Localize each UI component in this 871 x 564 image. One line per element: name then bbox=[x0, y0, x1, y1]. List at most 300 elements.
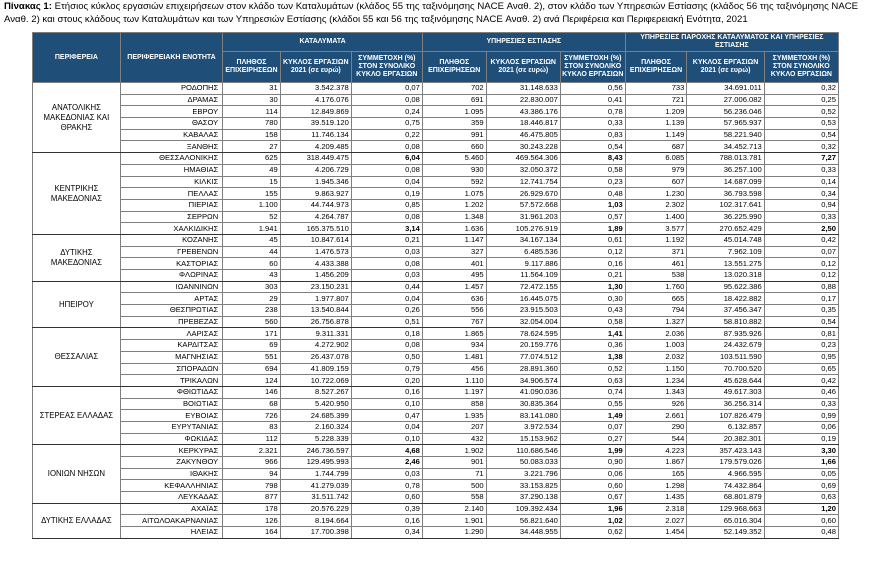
value-cell: 103.511.590 bbox=[687, 351, 764, 363]
value-cell: 0,07 bbox=[560, 421, 625, 433]
value-cell: 0,35 bbox=[764, 305, 838, 317]
value-cell: 1.901 bbox=[422, 515, 486, 527]
value-cell: 327 bbox=[422, 246, 486, 258]
value-cell: 26.437.078 bbox=[280, 351, 351, 363]
value-cell: 10.722.069 bbox=[280, 375, 351, 387]
unit-cell: ΘΑΣΟΥ bbox=[120, 118, 222, 130]
value-cell: 0,20 bbox=[351, 375, 422, 387]
data-table bbox=[32, 32, 839, 539]
value-cell: 13.551.275 bbox=[687, 258, 764, 270]
value-cell: 36.793.598 bbox=[687, 188, 764, 200]
value-cell: 87.935.926 bbox=[687, 328, 764, 340]
unit-cell: ΜΑΓΝΗΣΙΑΣ bbox=[120, 351, 222, 363]
value-cell: 721 bbox=[625, 94, 687, 106]
value-cell: 1.867 bbox=[625, 457, 687, 469]
value-cell: 32.054.004 bbox=[486, 316, 560, 328]
value-cell: 3.972.534 bbox=[486, 421, 560, 433]
table-row bbox=[33, 410, 839, 422]
value-cell: 1.941 bbox=[223, 223, 280, 235]
value-cell: 538 bbox=[625, 270, 687, 282]
value-cell: 34.448.955 bbox=[486, 527, 560, 539]
value-cell: 1.457 bbox=[422, 281, 486, 293]
value-cell: 1,03 bbox=[560, 199, 625, 211]
value-cell: 14.687.099 bbox=[687, 176, 764, 188]
value-cell: 30 bbox=[223, 94, 280, 106]
value-cell: 56.821.640 bbox=[486, 515, 560, 527]
value-cell: 0,12 bbox=[764, 270, 838, 282]
table-row bbox=[33, 386, 839, 398]
value-cell: 0,24 bbox=[351, 106, 422, 118]
value-cell: 107.826.479 bbox=[687, 410, 764, 422]
value-cell: 0,19 bbox=[351, 188, 422, 200]
value-cell: 702 bbox=[422, 83, 486, 95]
value-cell: 1,99 bbox=[560, 445, 625, 457]
value-cell: 687 bbox=[625, 141, 687, 153]
unit-cell: ΙΘΑΚΗΣ bbox=[120, 468, 222, 480]
value-cell: 17.700.398 bbox=[280, 527, 351, 539]
value-cell: 0,08 bbox=[351, 164, 422, 176]
value-cell: 0,88 bbox=[764, 281, 838, 293]
table-row bbox=[33, 340, 839, 352]
value-cell: 78.624.595 bbox=[486, 328, 560, 340]
value-cell: 798 bbox=[223, 480, 280, 492]
value-cell: 0,56 bbox=[560, 83, 625, 95]
value-cell: 0,32 bbox=[764, 83, 838, 95]
value-cell: 26.929.670 bbox=[486, 188, 560, 200]
unit-cell: ΚΑΡΔΙΤΣΑΣ bbox=[120, 340, 222, 352]
value-cell: 4.433.388 bbox=[280, 258, 351, 270]
region-cell: ΣΤΕΡΕΑΣ ΕΛΛΑΔΑΣ bbox=[33, 386, 121, 444]
table-row bbox=[33, 433, 839, 445]
value-cell: 12.741.754 bbox=[486, 176, 560, 188]
value-cell: 0,26 bbox=[351, 305, 422, 317]
table-row bbox=[33, 94, 839, 106]
value-cell: 0,21 bbox=[560, 270, 625, 282]
unit-cell: ΓΡΕΒΕΝΩΝ bbox=[120, 246, 222, 258]
value-cell: 50.083.033 bbox=[486, 457, 560, 469]
table-row bbox=[33, 118, 839, 130]
value-cell: 5.460 bbox=[422, 153, 486, 165]
region-cell: ΘΕΣΣΑΛΙΑΣ bbox=[33, 328, 121, 386]
value-cell: 1,02 bbox=[560, 515, 625, 527]
value-cell: 432 bbox=[422, 433, 486, 445]
value-cell: 11.746.134 bbox=[280, 129, 351, 141]
value-cell: 0,08 bbox=[351, 340, 422, 352]
value-cell: 0,78 bbox=[351, 480, 422, 492]
value-cell: 1.476.573 bbox=[280, 246, 351, 258]
value-cell: 146 bbox=[223, 386, 280, 398]
table-row bbox=[33, 398, 839, 410]
subheader-0-2: ΣΥΜΜΕΤΟΧΗ (%) ΣΤΟΝ ΣΥΝΟΛΙΚΟ ΚΥΚΛΟ ΕΡΓΑΣΙΩΝ bbox=[351, 52, 422, 83]
value-cell: 0,67 bbox=[560, 492, 625, 504]
unit-cell: ΦΘΙΩΤΙΔΑΣ bbox=[120, 386, 222, 398]
unit-cell: ΘΕΣΣΑΛΟΝΙΚΗΣ bbox=[120, 153, 222, 165]
value-cell: 1,20 bbox=[764, 503, 838, 515]
value-cell: 1.192 bbox=[625, 234, 687, 246]
value-cell: 20.576.229 bbox=[280, 503, 351, 515]
value-cell: 0,48 bbox=[560, 188, 625, 200]
value-cell: 77.074.512 bbox=[486, 351, 560, 363]
region-cell: ΗΠΕΙΡΟΥ bbox=[33, 281, 121, 328]
value-cell: 0,36 bbox=[560, 340, 625, 352]
value-cell: 551 bbox=[223, 351, 280, 363]
unit-cell: ΙΩΑΝΝΙΝΩΝ bbox=[120, 281, 222, 293]
value-cell: 31.148.633 bbox=[486, 83, 560, 95]
value-cell: 966 bbox=[223, 457, 280, 469]
value-cell: 660 bbox=[422, 141, 486, 153]
value-cell: 0,08 bbox=[351, 211, 422, 223]
value-cell: 171 bbox=[223, 328, 280, 340]
value-cell: 49 bbox=[223, 164, 280, 176]
value-cell: 991 bbox=[422, 129, 486, 141]
value-cell: 1.435 bbox=[625, 492, 687, 504]
value-cell: 34.452.713 bbox=[687, 141, 764, 153]
value-cell: 0,25 bbox=[764, 94, 838, 106]
value-cell: 1.075 bbox=[422, 188, 486, 200]
table-row bbox=[33, 445, 839, 457]
caption-text: Ετήσιος κύκλος εργασιών επιχειρήσεων στον κλάδο των Καταλυμάτων (κλάδος 55 της ταξινόμησης NACE Αναθ. 2), στον κλάδο των Υπηρεσιών Εστίασης (κλάδος 56 της ταξινόμησης NACE Αναθ. 2) και στους κλάδους των Καταλυμάτων και των Υπηρεσιών Εστίασης (κλάδοι 55 και 56 της ταξινόμησης NACE Αναθ. 2) ανά Περιφέρεια και Περιφερειακή Ενότητα, 2021 bbox=[4, 1, 859, 25]
value-cell: 0,10 bbox=[351, 433, 422, 445]
value-cell: 0,95 bbox=[764, 351, 838, 363]
value-cell: 95.622.386 bbox=[687, 281, 764, 293]
value-cell: 10.847.614 bbox=[280, 234, 351, 246]
value-cell: 18.446.817 bbox=[486, 118, 560, 130]
value-cell: 83 bbox=[223, 421, 280, 433]
value-cell: 4.209.485 bbox=[280, 141, 351, 153]
value-cell: 34.167.134 bbox=[486, 234, 560, 246]
value-cell: 2.160.324 bbox=[280, 421, 351, 433]
value-cell: 30.835.364 bbox=[486, 398, 560, 410]
value-cell: 0,61 bbox=[560, 234, 625, 246]
value-cell: 2,46 bbox=[351, 457, 422, 469]
value-cell: 0,52 bbox=[560, 363, 625, 375]
value-cell: 22.830.007 bbox=[486, 94, 560, 106]
table-row bbox=[33, 305, 839, 317]
value-cell: 0,33 bbox=[764, 164, 838, 176]
table-row bbox=[33, 281, 839, 293]
unit-cell: ΠΡΕΒΕΖΑΣ bbox=[120, 316, 222, 328]
value-cell: 68.801.879 bbox=[687, 492, 764, 504]
value-cell: 4.206.729 bbox=[280, 164, 351, 176]
value-cell: 0,65 bbox=[764, 363, 838, 375]
value-cell: 23.915.503 bbox=[486, 305, 560, 317]
value-cell: 1,41 bbox=[560, 328, 625, 340]
value-cell: 6.485.536 bbox=[486, 246, 560, 258]
value-cell: 1.865 bbox=[422, 328, 486, 340]
unit-cell: ΕΒΡΟΥ bbox=[120, 106, 222, 118]
unit-cell: ΗΛΕΙΑΣ bbox=[120, 527, 222, 539]
value-cell: 114 bbox=[223, 106, 280, 118]
value-cell: 1.935 bbox=[422, 410, 486, 422]
value-cell: 2.036 bbox=[625, 328, 687, 340]
value-cell: 15 bbox=[223, 176, 280, 188]
unit-cell: ΣΠΟΡΑΔΩΝ bbox=[120, 363, 222, 375]
value-cell: 69 bbox=[223, 340, 280, 352]
subheader-1-1: ΚΥΚΛΟΣ ΕΡΓΑΣΙΩΝ 2021 (σε ευρώ) bbox=[486, 52, 560, 83]
table-row bbox=[33, 527, 839, 539]
value-cell: 0,17 bbox=[764, 293, 838, 305]
value-cell: 31 bbox=[223, 83, 280, 95]
value-cell: 500 bbox=[422, 480, 486, 492]
value-cell: 1,30 bbox=[560, 281, 625, 293]
subheader-0-1: ΚΥΚΛΟΣ ΕΡΓΑΣΙΩΝ 2021 (σε ευρώ) bbox=[280, 52, 351, 83]
value-cell: 44 bbox=[223, 246, 280, 258]
value-cell: 1.902 bbox=[422, 445, 486, 457]
value-cell: 1.290 bbox=[422, 527, 486, 539]
table-row bbox=[33, 270, 839, 282]
table-row bbox=[33, 328, 839, 340]
value-cell: 20.159.776 bbox=[486, 340, 560, 352]
table-row bbox=[33, 351, 839, 363]
value-cell: 1,49 bbox=[560, 410, 625, 422]
value-cell: 0,16 bbox=[560, 258, 625, 270]
table-row bbox=[33, 141, 839, 153]
value-cell: 4.272.902 bbox=[280, 340, 351, 352]
value-cell: 0,34 bbox=[764, 188, 838, 200]
value-cell: 1.400 bbox=[625, 211, 687, 223]
value-cell: 45.014.748 bbox=[687, 234, 764, 246]
value-cell: 4.966.595 bbox=[687, 468, 764, 480]
value-cell: 0,34 bbox=[351, 527, 422, 539]
value-cell: 5.420.950 bbox=[280, 398, 351, 410]
value-cell: 0,46 bbox=[764, 386, 838, 398]
value-cell: 1,66 bbox=[764, 457, 838, 469]
unit-cell: ΦΩΚΙΔΑΣ bbox=[120, 433, 222, 445]
value-cell: 24.432.679 bbox=[687, 340, 764, 352]
value-cell: 1.298 bbox=[625, 480, 687, 492]
value-cell: 1.945.346 bbox=[280, 176, 351, 188]
value-cell: 934 bbox=[422, 340, 486, 352]
value-cell: 13.020.318 bbox=[687, 270, 764, 282]
value-cell: 788.013.781 bbox=[687, 153, 764, 165]
value-cell: 1.327 bbox=[625, 316, 687, 328]
value-cell: 178 bbox=[223, 503, 280, 515]
value-cell: 71 bbox=[422, 468, 486, 480]
value-cell: 33.153.825 bbox=[486, 480, 560, 492]
value-cell: 6,04 bbox=[351, 153, 422, 165]
subheader-1-0: ΠΛΗΘΟΣ ΕΠΙΧΕΙΡΗΣΕΩΝ bbox=[422, 52, 486, 83]
value-cell: 16.445.075 bbox=[486, 293, 560, 305]
unit-cell: ΚΕΡΚΥΡΑΣ bbox=[120, 445, 222, 457]
value-cell: 0,58 bbox=[560, 316, 625, 328]
table-row bbox=[33, 83, 839, 95]
unit-cell: ΚΟΖΑΝΗΣ bbox=[120, 234, 222, 246]
table-row bbox=[33, 515, 839, 527]
value-cell: 12.849.869 bbox=[280, 106, 351, 118]
value-cell: 0,54 bbox=[764, 129, 838, 141]
value-cell: 36.257.100 bbox=[687, 164, 764, 176]
subheader-2-1: ΚΥΚΛΟΣ ΕΡΓΑΣΙΩΝ 2021 (σε ευρώ) bbox=[687, 52, 764, 83]
value-cell: 0,94 bbox=[764, 199, 838, 211]
value-cell: 6.085 bbox=[625, 153, 687, 165]
value-cell: 303 bbox=[223, 281, 280, 293]
value-cell: 68 bbox=[223, 398, 280, 410]
value-cell: 726 bbox=[223, 410, 280, 422]
value-cell: 112 bbox=[223, 433, 280, 445]
value-cell: 558 bbox=[422, 492, 486, 504]
value-cell: 27.006.082 bbox=[687, 94, 764, 106]
value-cell: 1,38 bbox=[560, 351, 625, 363]
value-cell: 94 bbox=[223, 468, 280, 480]
value-cell: 636 bbox=[422, 293, 486, 305]
value-cell: 57.965.937 bbox=[687, 118, 764, 130]
value-cell: 1.209 bbox=[625, 106, 687, 118]
unit-cell: ΘΕΣΠΡΩΤΙΑΣ bbox=[120, 305, 222, 317]
value-cell: 290 bbox=[625, 421, 687, 433]
value-cell: 1.636 bbox=[422, 223, 486, 235]
value-cell: 0,32 bbox=[764, 141, 838, 153]
subheader-0-0: ΠΛΗΘΟΣ ΕΠΙΧΕΙΡΗΣΕΩΝ bbox=[223, 52, 280, 83]
unit-cell: ΗΜΑΘΙΑΣ bbox=[120, 164, 222, 176]
value-cell: 0,07 bbox=[351, 83, 422, 95]
value-cell: 979 bbox=[625, 164, 687, 176]
value-cell: 0,83 bbox=[560, 129, 625, 141]
value-cell: 37.290.138 bbox=[486, 492, 560, 504]
value-cell: 158 bbox=[223, 129, 280, 141]
value-cell: 31.511.742 bbox=[280, 492, 351, 504]
region-cell: ΔΥΤΙΚΗΣ ΕΛΛΑΔΑΣ bbox=[33, 503, 121, 538]
value-cell: 665 bbox=[625, 293, 687, 305]
value-cell: 0,60 bbox=[351, 492, 422, 504]
header-group-accommodation: ΚΑΤΑΛΥΜΑΤΑ bbox=[223, 33, 423, 52]
value-cell: 45 bbox=[223, 234, 280, 246]
value-cell: 58.221.940 bbox=[687, 129, 764, 141]
table-row bbox=[33, 258, 839, 270]
value-cell: 0,08 bbox=[351, 94, 422, 106]
value-cell: 15.153.962 bbox=[486, 433, 560, 445]
unit-cell: ΚΙΛΚΙΣ bbox=[120, 176, 222, 188]
value-cell: 60 bbox=[223, 258, 280, 270]
value-cell: 0,10 bbox=[351, 398, 422, 410]
value-cell: 0,60 bbox=[764, 515, 838, 527]
value-cell: 83.141.080 bbox=[486, 410, 560, 422]
value-cell: 1.456.209 bbox=[280, 270, 351, 282]
value-cell: 126 bbox=[223, 515, 280, 527]
value-cell: 3.221.796 bbox=[486, 468, 560, 480]
value-cell: 238 bbox=[223, 305, 280, 317]
table-caption bbox=[4, 1, 869, 26]
region-cell: ΔΥΤΙΚΗΣ ΜΑΚΕΔΟΝΙΑΣ bbox=[33, 234, 121, 281]
value-cell: 13.540.844 bbox=[280, 305, 351, 317]
value-cell: 1.454 bbox=[625, 527, 687, 539]
value-cell: 36.256.314 bbox=[687, 398, 764, 410]
value-cell: 52 bbox=[223, 211, 280, 223]
unit-cell: ΕΥΒΟΙΑΣ bbox=[120, 410, 222, 422]
value-cell: 8.194.664 bbox=[280, 515, 351, 527]
value-cell: 31.961.203 bbox=[486, 211, 560, 223]
value-cell: 0,69 bbox=[764, 480, 838, 492]
table-row bbox=[33, 421, 839, 433]
table-row bbox=[33, 468, 839, 480]
value-cell: 1,96 bbox=[560, 503, 625, 515]
value-cell: 36.225.990 bbox=[687, 211, 764, 223]
value-cell: 34.691.011 bbox=[687, 83, 764, 95]
value-cell: 0,74 bbox=[560, 386, 625, 398]
value-cell: 58.810.882 bbox=[687, 316, 764, 328]
value-cell: 41.809.159 bbox=[280, 363, 351, 375]
value-cell: 165 bbox=[625, 468, 687, 480]
value-cell: 29 bbox=[223, 293, 280, 305]
value-cell: 1.744.799 bbox=[280, 468, 351, 480]
value-cell: 0,42 bbox=[764, 234, 838, 246]
value-cell: 105.276.919 bbox=[486, 223, 560, 235]
value-cell: 495 bbox=[422, 270, 486, 282]
value-cell: 39.519.120 bbox=[280, 118, 351, 130]
value-cell: 165.375.510 bbox=[280, 223, 351, 235]
value-cell: 43.386.176 bbox=[486, 106, 560, 118]
value-cell: 2.318 bbox=[625, 503, 687, 515]
value-cell: 9.863.927 bbox=[280, 188, 351, 200]
value-cell: 0,08 bbox=[351, 141, 422, 153]
value-cell: 694 bbox=[223, 363, 280, 375]
unit-cell: ΛΕΥΚΑΔΑΣ bbox=[120, 492, 222, 504]
unit-cell: ΑΡΤΑΣ bbox=[120, 293, 222, 305]
value-cell: 0,41 bbox=[560, 94, 625, 106]
value-cell: 0,04 bbox=[351, 176, 422, 188]
value-cell: 0,60 bbox=[560, 480, 625, 492]
unit-cell: ΡΟΔΟΠΗΣ bbox=[120, 83, 222, 95]
value-cell: 926 bbox=[625, 398, 687, 410]
table-row bbox=[33, 457, 839, 469]
value-cell: 0,99 bbox=[764, 410, 838, 422]
table-row bbox=[33, 223, 839, 235]
value-cell: 0,33 bbox=[764, 211, 838, 223]
value-cell: 32.050.372 bbox=[486, 164, 560, 176]
value-cell: 357.423.143 bbox=[687, 445, 764, 457]
value-cell: 0,42 bbox=[764, 375, 838, 387]
value-cell: 179.579.026 bbox=[687, 457, 764, 469]
value-cell: 767 bbox=[422, 316, 486, 328]
unit-cell: ΖΑΚΥΝΘΟΥ bbox=[120, 457, 222, 469]
value-cell: 1.343 bbox=[625, 386, 687, 398]
value-cell: 102.317.641 bbox=[687, 199, 764, 211]
value-cell: 0,21 bbox=[351, 234, 422, 246]
value-cell: 41.279.039 bbox=[280, 480, 351, 492]
value-cell: 1.760 bbox=[625, 281, 687, 293]
region-cell: ΙΟΝΙΩΝ ΝΗΣΩΝ bbox=[33, 445, 121, 503]
value-cell: 155 bbox=[223, 188, 280, 200]
value-cell: 26.756.878 bbox=[280, 316, 351, 328]
header-group-food: ΥΠΗΡΕΣΙΕΣ ΕΣΤΙΑΣΗΣ bbox=[422, 33, 625, 52]
value-cell: 4.223 bbox=[625, 445, 687, 457]
value-cell: 56.236.046 bbox=[687, 106, 764, 118]
value-cell: 0,07 bbox=[764, 246, 838, 258]
value-cell: 7,27 bbox=[764, 153, 838, 165]
table-row bbox=[33, 188, 839, 200]
value-cell: 4.264.787 bbox=[280, 211, 351, 223]
value-cell: 52.149.352 bbox=[687, 527, 764, 539]
value-cell: 1.348 bbox=[422, 211, 486, 223]
value-cell: 0,39 bbox=[351, 503, 422, 515]
value-cell: 1.481 bbox=[422, 351, 486, 363]
value-cell: 5.228.339 bbox=[280, 433, 351, 445]
value-cell: 733 bbox=[625, 83, 687, 95]
value-cell: 44.744.973 bbox=[280, 199, 351, 211]
value-cell: 544 bbox=[625, 433, 687, 445]
value-cell: 0,78 bbox=[560, 106, 625, 118]
table-row bbox=[33, 176, 839, 188]
value-cell: 0,62 bbox=[560, 527, 625, 539]
value-cell: 469.564.306 bbox=[486, 153, 560, 165]
value-cell: 2,50 bbox=[764, 223, 838, 235]
table-row bbox=[33, 106, 839, 118]
unit-cell: ΤΡΙΚΑΛΩΝ bbox=[120, 375, 222, 387]
unit-cell: ΚΕΦΑΛΛΗΝΙΑΣ bbox=[120, 480, 222, 492]
value-cell: 0,54 bbox=[764, 316, 838, 328]
value-cell: 0,03 bbox=[351, 468, 422, 480]
header-unit: ΠΕΡΙΦΕΡΕΙΑΚΗ ΕΝΟΤΗΤΑ bbox=[120, 33, 222, 83]
value-cell: 0,63 bbox=[560, 375, 625, 387]
